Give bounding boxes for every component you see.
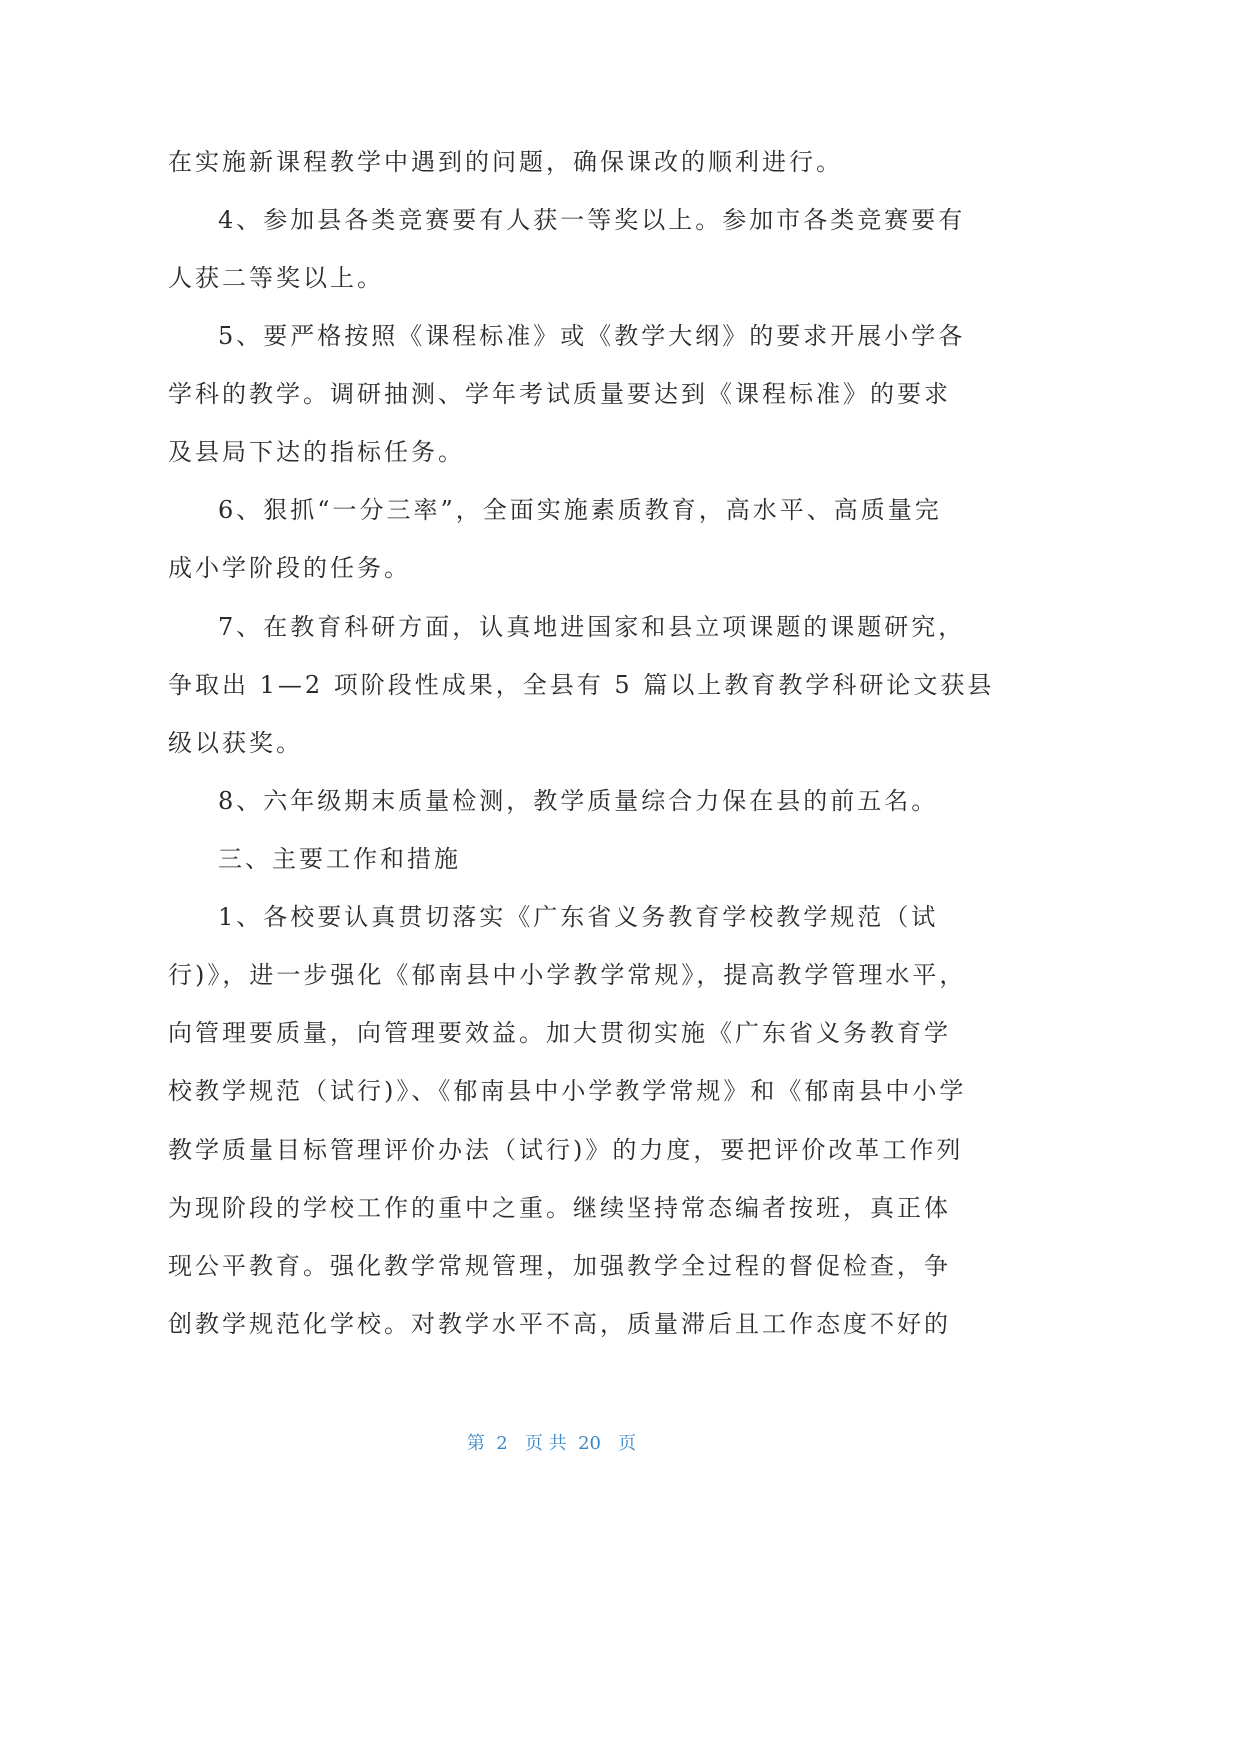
- text-line-21: 创教学规范化学校。对教学水平不高，质量滞后且工作态度不好的: [168, 1310, 951, 1338]
- page-number-footer: 第 2 页 共 20 页: [466, 1433, 637, 1454]
- section-heading: 三、主要工作和措施: [218, 845, 461, 873]
- text-line-10: 争取出 1—2 项阶段性成果，全县有 5 篇以上教育教学科研论文获县: [168, 671, 995, 699]
- text-line-16: 向管理要质量，向管理要效益。加大贯彻实施《广东省义务教育学: [168, 1019, 951, 1047]
- text-line-7: 6、狠抓“一分三率”，全面实施素质教育，高水平、高质量完: [218, 496, 942, 524]
- text-line-19: 为现阶段的学校工作的重中之重。继续坚持常态编者按班，真正体: [168, 1194, 951, 1222]
- text-line-15: 行)》，进一步强化《郁南县中小学教学常规》，提高教学管理水平，: [168, 961, 967, 989]
- text-line-2: 4、参加县各类竞赛要有人获一等奖以上。参加市各类竞赛要有: [218, 206, 966, 234]
- text-line-9: 7、在教育科研方面，认真地进国家和县立项课题的课题研究，: [218, 613, 966, 641]
- text-line-18: 教学质量目标管理评价办法（试行)》的力度，要把评价改革工作列: [168, 1136, 964, 1164]
- text-line-1: 在实施新课程教学中遇到的问题，确保课改的顺利进行。: [168, 148, 843, 176]
- text-line-5: 学科的教学。调研抽测、学年考试质量要达到《课程标准》的要求: [168, 380, 951, 408]
- text-line-12: 8、六年级期末质量检测，教学质量综合力保在县的前五名。: [218, 787, 939, 815]
- text-line-20: 现公平教育。强化教学常规管理，加强教学全过程的督促检查，争: [168, 1252, 951, 1280]
- text-line-17: 校教学规范（试行)》、《郁南县中小学教学常规》和《郁南县中小学: [168, 1077, 967, 1105]
- text-line-14: 1、各校要认真贯切落实《广东省义务教育学校教学规范（试: [218, 903, 939, 931]
- text-line-11: 级以获奖。: [168, 729, 303, 757]
- text-line-4: 5、要严格按照《课程标准》或《教学大纲》的要求开展小学各: [218, 322, 966, 350]
- text-line-8: 成小学阶段的任务。: [168, 554, 411, 582]
- text-line-6: 及县局下达的指标任务。: [168, 438, 465, 466]
- text-line-3: 人获二等奖以上。: [168, 264, 384, 292]
